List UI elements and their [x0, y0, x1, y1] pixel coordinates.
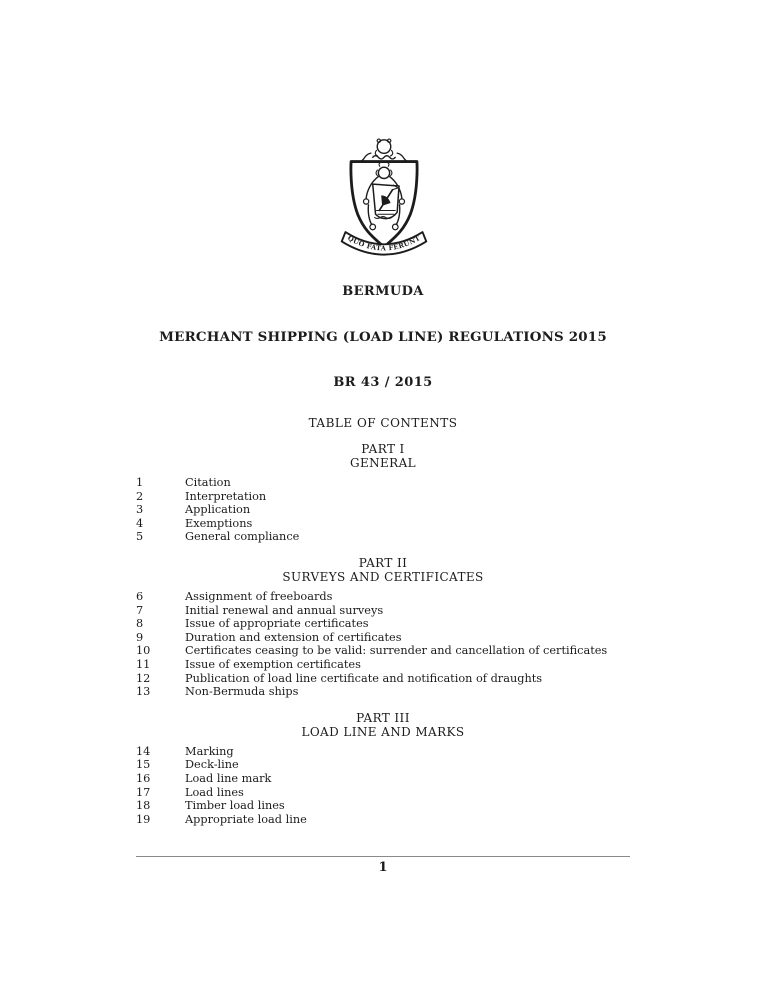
toc-item-label: Non-Bermuda ships — [185, 685, 299, 699]
toc-row — [136, 658, 630, 672]
toc-item-number: 19 — [136, 812, 151, 826]
toc-list-part-3 — [136, 745, 630, 827]
toc-row — [136, 799, 630, 813]
toc-row — [136, 503, 630, 517]
toc-row — [136, 631, 630, 645]
part-heading-3 — [136, 711, 630, 739]
toc-item-number: 8 — [136, 617, 144, 631]
toc-item-number: 2 — [136, 489, 144, 503]
bermuda-coat-of-arms-icon — [337, 137, 431, 267]
toc-item-label: Load lines — [185, 785, 244, 799]
toc-item-label: Assignment of freeboards — [185, 589, 333, 603]
toc-item-number: 18 — [136, 799, 151, 813]
part-title: LOAD LINE AND MARKS — [301, 724, 465, 739]
page-number: 1 — [378, 860, 388, 876]
toc-item-label: Publication of load line certificate and notification of draughts — [185, 671, 543, 685]
toc-item-label: Initial renewal and annual surveys — [185, 603, 384, 617]
document-title: MERCHANT SHIPPING (LOAD LINE) REGULATIONS 2015 — [159, 329, 607, 345]
part-heading-2 — [136, 556, 630, 584]
toc-row — [136, 786, 630, 800]
crest-motto-text: QUO FATA FERUNT — [346, 234, 422, 253]
toc-item-label: General compliance — [185, 530, 300, 544]
toc-row — [136, 772, 630, 786]
document-reference: BR 43 / 2015 — [333, 375, 433, 390]
toc-item-label: Application — [185, 503, 251, 517]
toc-item-number: 17 — [136, 785, 151, 799]
toc-item-number: 14 — [136, 744, 151, 758]
part-title: SURVEYS AND CERTIFICATES — [282, 569, 484, 584]
toc-item-label: Marking — [185, 744, 234, 758]
toc-item-number: 10 — [136, 644, 151, 658]
toc-item-number: 13 — [136, 685, 151, 699]
toc-item-number: 7 — [136, 603, 144, 617]
toc-list-part-1 — [136, 476, 630, 544]
toc-row — [136, 604, 630, 618]
toc-list-part-2 — [136, 590, 630, 699]
toc-item-number: 3 — [136, 503, 144, 517]
toc-item-number: 15 — [136, 758, 151, 772]
toc-row — [136, 476, 630, 490]
toc-item-label: Duration and extension of certificates — [185, 630, 402, 644]
toc-item-label: Issue of appropriate certificates — [185, 617, 369, 631]
toc-row — [136, 758, 630, 772]
toc-item-number: 12 — [136, 671, 151, 685]
toc-item-label: Load line mark — [185, 771, 272, 785]
toc-row — [136, 813, 630, 827]
toc-row — [136, 672, 630, 686]
toc-row — [136, 745, 630, 759]
toc-item-label: Citation — [185, 476, 231, 489]
country-title: BERMUDA — [342, 284, 424, 299]
toc-item-label: Timber load lines — [185, 799, 285, 813]
part-title: GENERAL — [349, 456, 417, 470]
page-content — [136, 284, 630, 875]
toc-item-label: Issue of exemption certificates — [185, 657, 361, 671]
toc-heading: TABLE OF CONTENTS — [308, 416, 458, 430]
toc-row — [136, 685, 630, 699]
toc-item-label: Certificates ceasing to be valid: surrender and cancellation of certificates — [185, 644, 608, 658]
toc-item-number: 16 — [136, 771, 151, 785]
part-number: PART II — [358, 555, 408, 570]
toc-row — [136, 517, 630, 531]
toc-row — [136, 530, 630, 544]
toc-item-number: 6 — [136, 589, 144, 603]
toc-item-label: Deck-line — [185, 758, 239, 772]
crest-container — [0, 0, 768, 267]
part-number: PART III — [356, 710, 410, 725]
part-heading-1 — [136, 442, 630, 470]
toc-item-number: 1 — [136, 476, 144, 489]
toc-item-number: 4 — [136, 516, 144, 530]
toc-item-label: Exemptions — [185, 516, 253, 530]
toc-item-number: 5 — [136, 530, 144, 544]
footer-divider — [136, 856, 630, 857]
toc-item-label: Appropriate load line — [185, 812, 307, 826]
toc-item-number: 9 — [136, 630, 144, 644]
toc-row — [136, 617, 630, 631]
toc-row — [136, 490, 630, 504]
toc-item-number: 11 — [136, 657, 151, 671]
toc-item-label: Interpretation — [185, 489, 267, 503]
part-number: PART I — [361, 442, 405, 456]
toc-row — [136, 590, 630, 604]
toc-row — [136, 644, 630, 658]
